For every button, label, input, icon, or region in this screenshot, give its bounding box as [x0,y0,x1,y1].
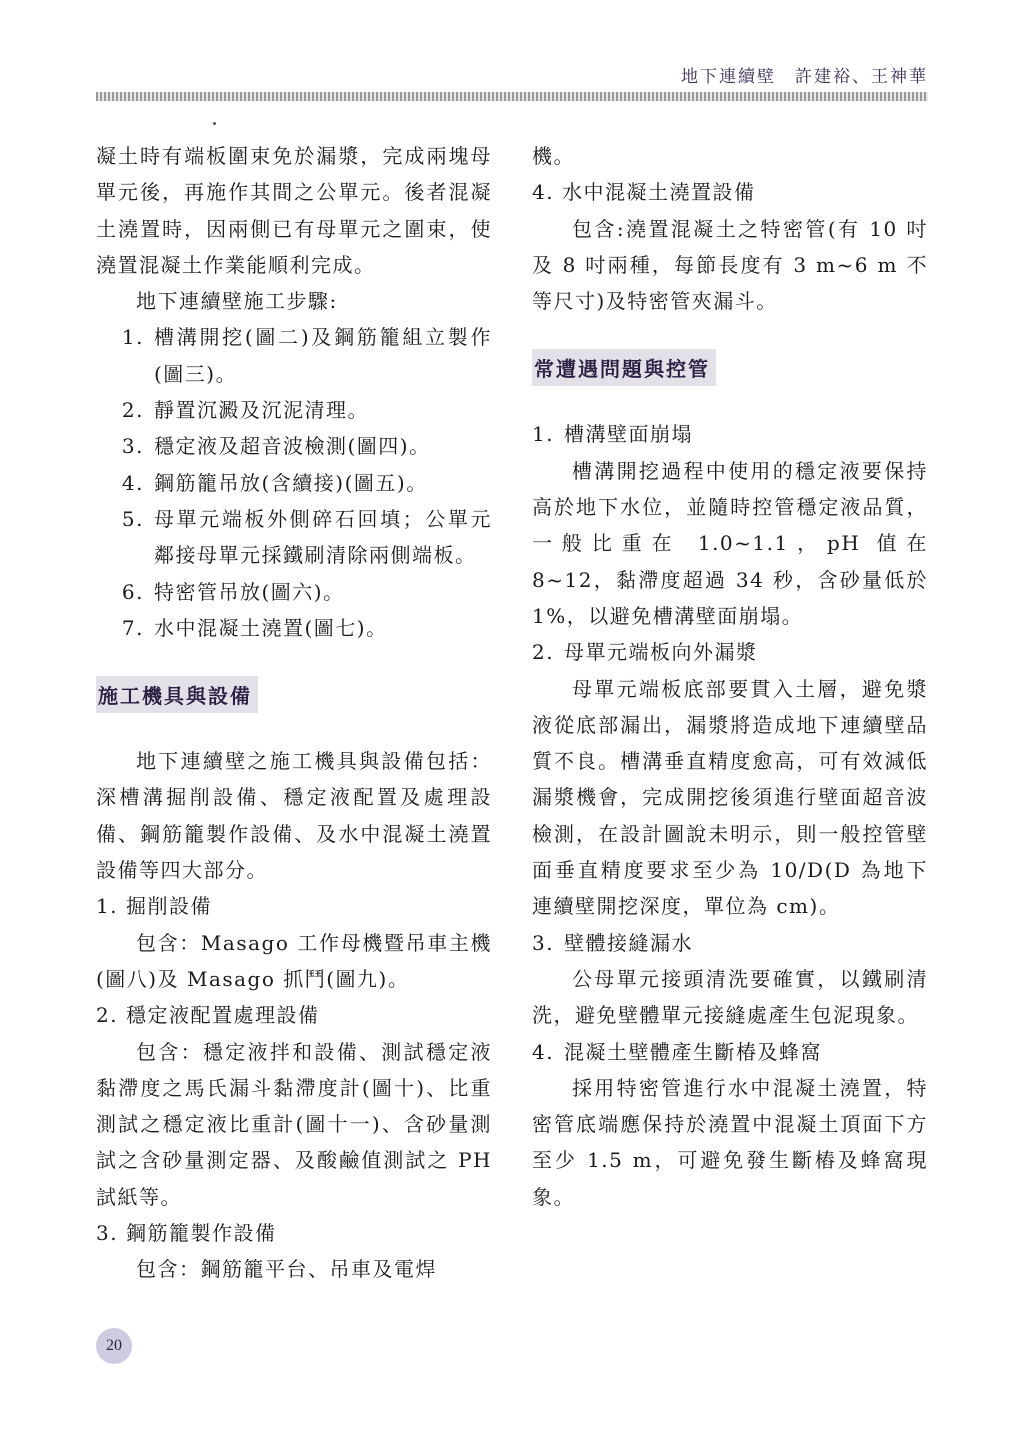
problem-body: 槽溝開挖過程中使用的穩定液要保持高於地下水位，並隨時控管穩定液品質，一般比重在 1.0~1.1，pH 值在 8~12，黏滯度超過 34 秒，含砂量低於 1%，以避免槽溝壁面崩塌。 [532,458,928,628]
item-body: 包含：鋼筋籠平台、吊車及電焊 [136,1257,437,1282]
left-column [96,138,492,1288]
stray-dot [213,122,216,125]
item-title: 3. 鋼筋籠製作設備 [96,1221,277,1246]
right-column [532,138,928,1215]
continuation-text: 機。 [532,144,575,168]
running-header: 地下連續壁 許建裕、王神華 [681,67,928,87]
header-divider [96,92,928,101]
item-title: 4. 水中混凝土澆置設備 [532,180,756,205]
problem-title: 4. 混凝土壁體產生斷椿及蜂窩 [532,1039,822,1064]
steps-intro: 地下連續壁施工步驟: [136,289,338,314]
problem-body: 公母單元接頭清洗要確實，以鐵刷清洗，避免壁體單元接縫處產生包泥現象。 [532,966,928,1028]
item-body: 包含:澆置混凝土之特密管(有 10 吋及 8 吋兩種，每節長度有 3 m~6 m 不等尺寸)及特密管夾漏斗。 [532,216,928,314]
steps-list [96,319,492,646]
continuation-paragraph: 凝土時有端板圍束免於漏漿，完成兩塊母單元後，再施作其間之公單元。後者混凝土澆置時，因兩側已有母單元之圍束，使澆置混凝土作業能順利完成。 [96,144,492,277]
item-body: 包含：穩定液拌和設備、測試穩定液黏滯度之馬氏漏斗黏滯度計(圖十)、比重測試之穩定液比重計(圖十一)、含砂量測試之含砂量測定器、及酸鹼值測試之 PH 試紙等。 [96,1039,492,1209]
problem-body: 母單元端板底部要貫入土層，避免漿液從底部漏出，漏漿將造成地下連續壁品質不良。槽溝垂直精度愈高，可有效減低漏漿機會，完成開挖後須進行壁面超音波檢測，在設計圖說未明示，則一般控管壁面垂直精度要求至少為 10/D(D 為地下連續壁開挖深度，單位為 cm)。 [532,676,928,919]
equipment-intro: 地下連續壁之施工機具與設備包括：深槽溝掘削設備、穩定液配置及處理設備、鋼筋籠製作設備、及水中混凝土澆置設備等四大部分。 [96,749,492,883]
problem-title: 3. 壁體接縫漏水 [532,930,693,955]
page-number: 20 [96,1328,132,1364]
list-item: 5. 母單元端板外側碎石回填；公單元鄰接母單元採鐵刷清除兩側端板。 [121,506,492,568]
item-title: 2. 穩定液配置處理設備 [96,1003,320,1028]
problem-body: 採用特密管進行水中混凝土澆置，特密管底端應保持於澆置中混凝土頂面下方至少 1.5 m，可避免發生斷樁及蜂窩現象。 [532,1075,928,1209]
section-heading-equipment: 施工機具與設備 [96,676,258,713]
item-body: 包含：Masago 工作母機暨吊車主機(圖八)及 Masago 抓鬥(圖九)。 [96,930,492,991]
problem-title: 2. 母單元端板向外漏漿 [532,640,758,665]
section-heading-problems: 常遭遇問題與控管 [532,349,716,386]
problem-title: 1. 槽溝壁面崩塌 [532,422,693,447]
list-item: 6. 特密管吊放(圖六)。 [121,579,345,604]
list-item: 1. 槽溝開挖(圖二)及鋼筋籠組立製作(圖三)。 [121,325,492,386]
list-item: 4. 鋼筋籠吊放(含續接)(圖五)。 [121,470,428,495]
list-item: 7. 水中混凝土澆置(圖七)。 [121,615,388,640]
list-item: 3. 穩定液及超音波檢測(圖四)。 [121,434,431,459]
item-title: 1. 掘削設備 [96,894,212,919]
list-item: 2. 靜置沉澱及沉泥清理。 [121,398,369,423]
